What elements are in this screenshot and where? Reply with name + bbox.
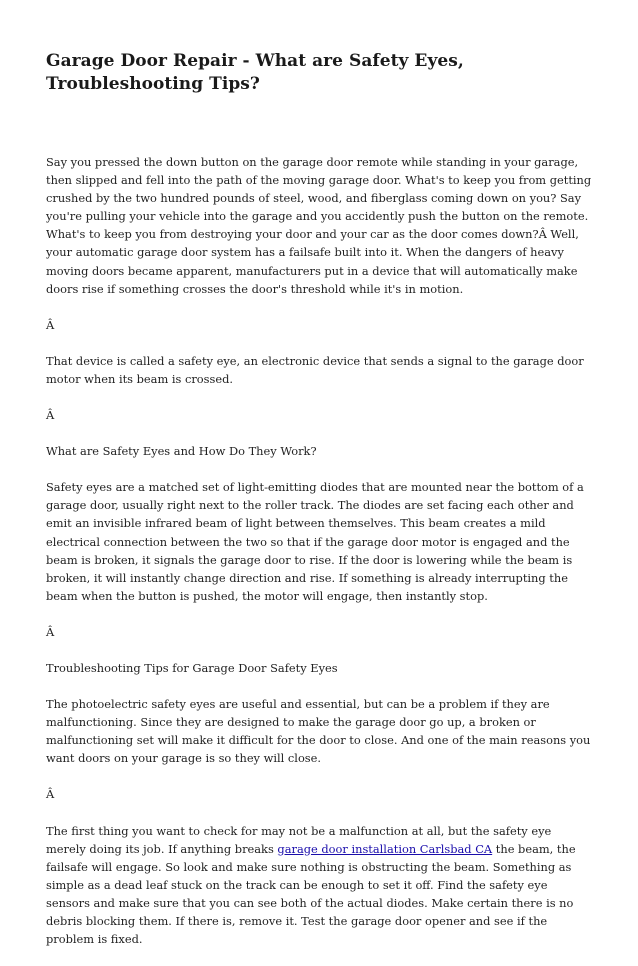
paragraph-how-they-work: Safety eyes are a matched set of light-emitting diodes that are mounted near the bottom of a garage door, usually right next to the roller track. The diodes are set facing each other and emit an invisible infrared beam of light between themselves. This beam creates a mild electrical connection between the two so that if the garage door motor is engaged and the beam is broken, it signals the garage door to rise. If the door is lowering while the beam is broken, it will instantly change direction and rise. If something is already interrupting the beam when the button is pushed, the motor will engage, then instantly stop. bbox=[46, 480, 584, 603]
paragraph-safety-eye-definition: That device is called a safety eye, an electronic device that sends a signal to the garage door motor when its beam is crossed. bbox=[46, 353, 584, 386]
paragraph-spacer: Â bbox=[46, 624, 55, 639]
paragraph-spacer: Â bbox=[46, 408, 55, 423]
garage-door-installation-link[interactable]: garage door installation Carlsbad CA bbox=[277, 841, 493, 856]
paragraph-spacer: Â bbox=[46, 317, 55, 332]
paragraph-intro: Say you pressed the down button on the garage door remote while standing in your garage, then slipped and fell into the path of the moving garage door. What's to keep you from getting crushed by the two hundred pounds of steel, wood, and fiberglass coming down on you? Say you're pulling your vehicle into the garage and you accidently push the button on the remote. What's to keep you from destroying your door and your car as the door comes down?Â Well, your automatic garage door system has a failsafe built into it. When the dangers of heavy moving doors became apparent, manufacturers put in a device that will automatically make doors rise if something crosses the door's threshold while it's in motion. bbox=[46, 155, 592, 296]
paragraph-text-after-link: the beam, the failsafe will engage. So look and make sure nothing is obstructing the beam. Something as simple as a dead leaf stuck on the track can be enough to set it off. Find the safety eye sensors and make sure that you can see both of the actual diodes. Make certain there is no debris blocking them. If there is, remove it. Test the garage door opener and see if the problem is fixed. bbox=[46, 841, 576, 947]
paragraph-text-before-link: The first thing you want to check for may not be a malfunction at all, but the safety eye merely doing its job. If anything breaks bbox=[46, 823, 552, 856]
section-heading-how-they-work: What are Safety Eyes and How Do They Work? bbox=[46, 444, 317, 459]
document-title: Garage Door Repair - What are Safety Eyes, Troubleshooting Tips? bbox=[46, 51, 464, 94]
paragraph-troubleshooting: The photoelectric safety eyes are useful and essential, but can be a problem if they are malfunctioning. Since they are designed to make the garage door go up, a broken or malfunctioning set will make it difficult for the door to close. And one of the main reasons you want doors on your garage is so they will close. bbox=[46, 697, 591, 766]
document-body bbox=[46, 153, 594, 966]
section-heading-troubleshooting: Troubleshooting Tips for Garage Door Safety Eyes bbox=[46, 660, 338, 675]
paragraph-first-check bbox=[46, 822, 594, 949]
paragraph-spacer: Â bbox=[46, 787, 55, 802]
